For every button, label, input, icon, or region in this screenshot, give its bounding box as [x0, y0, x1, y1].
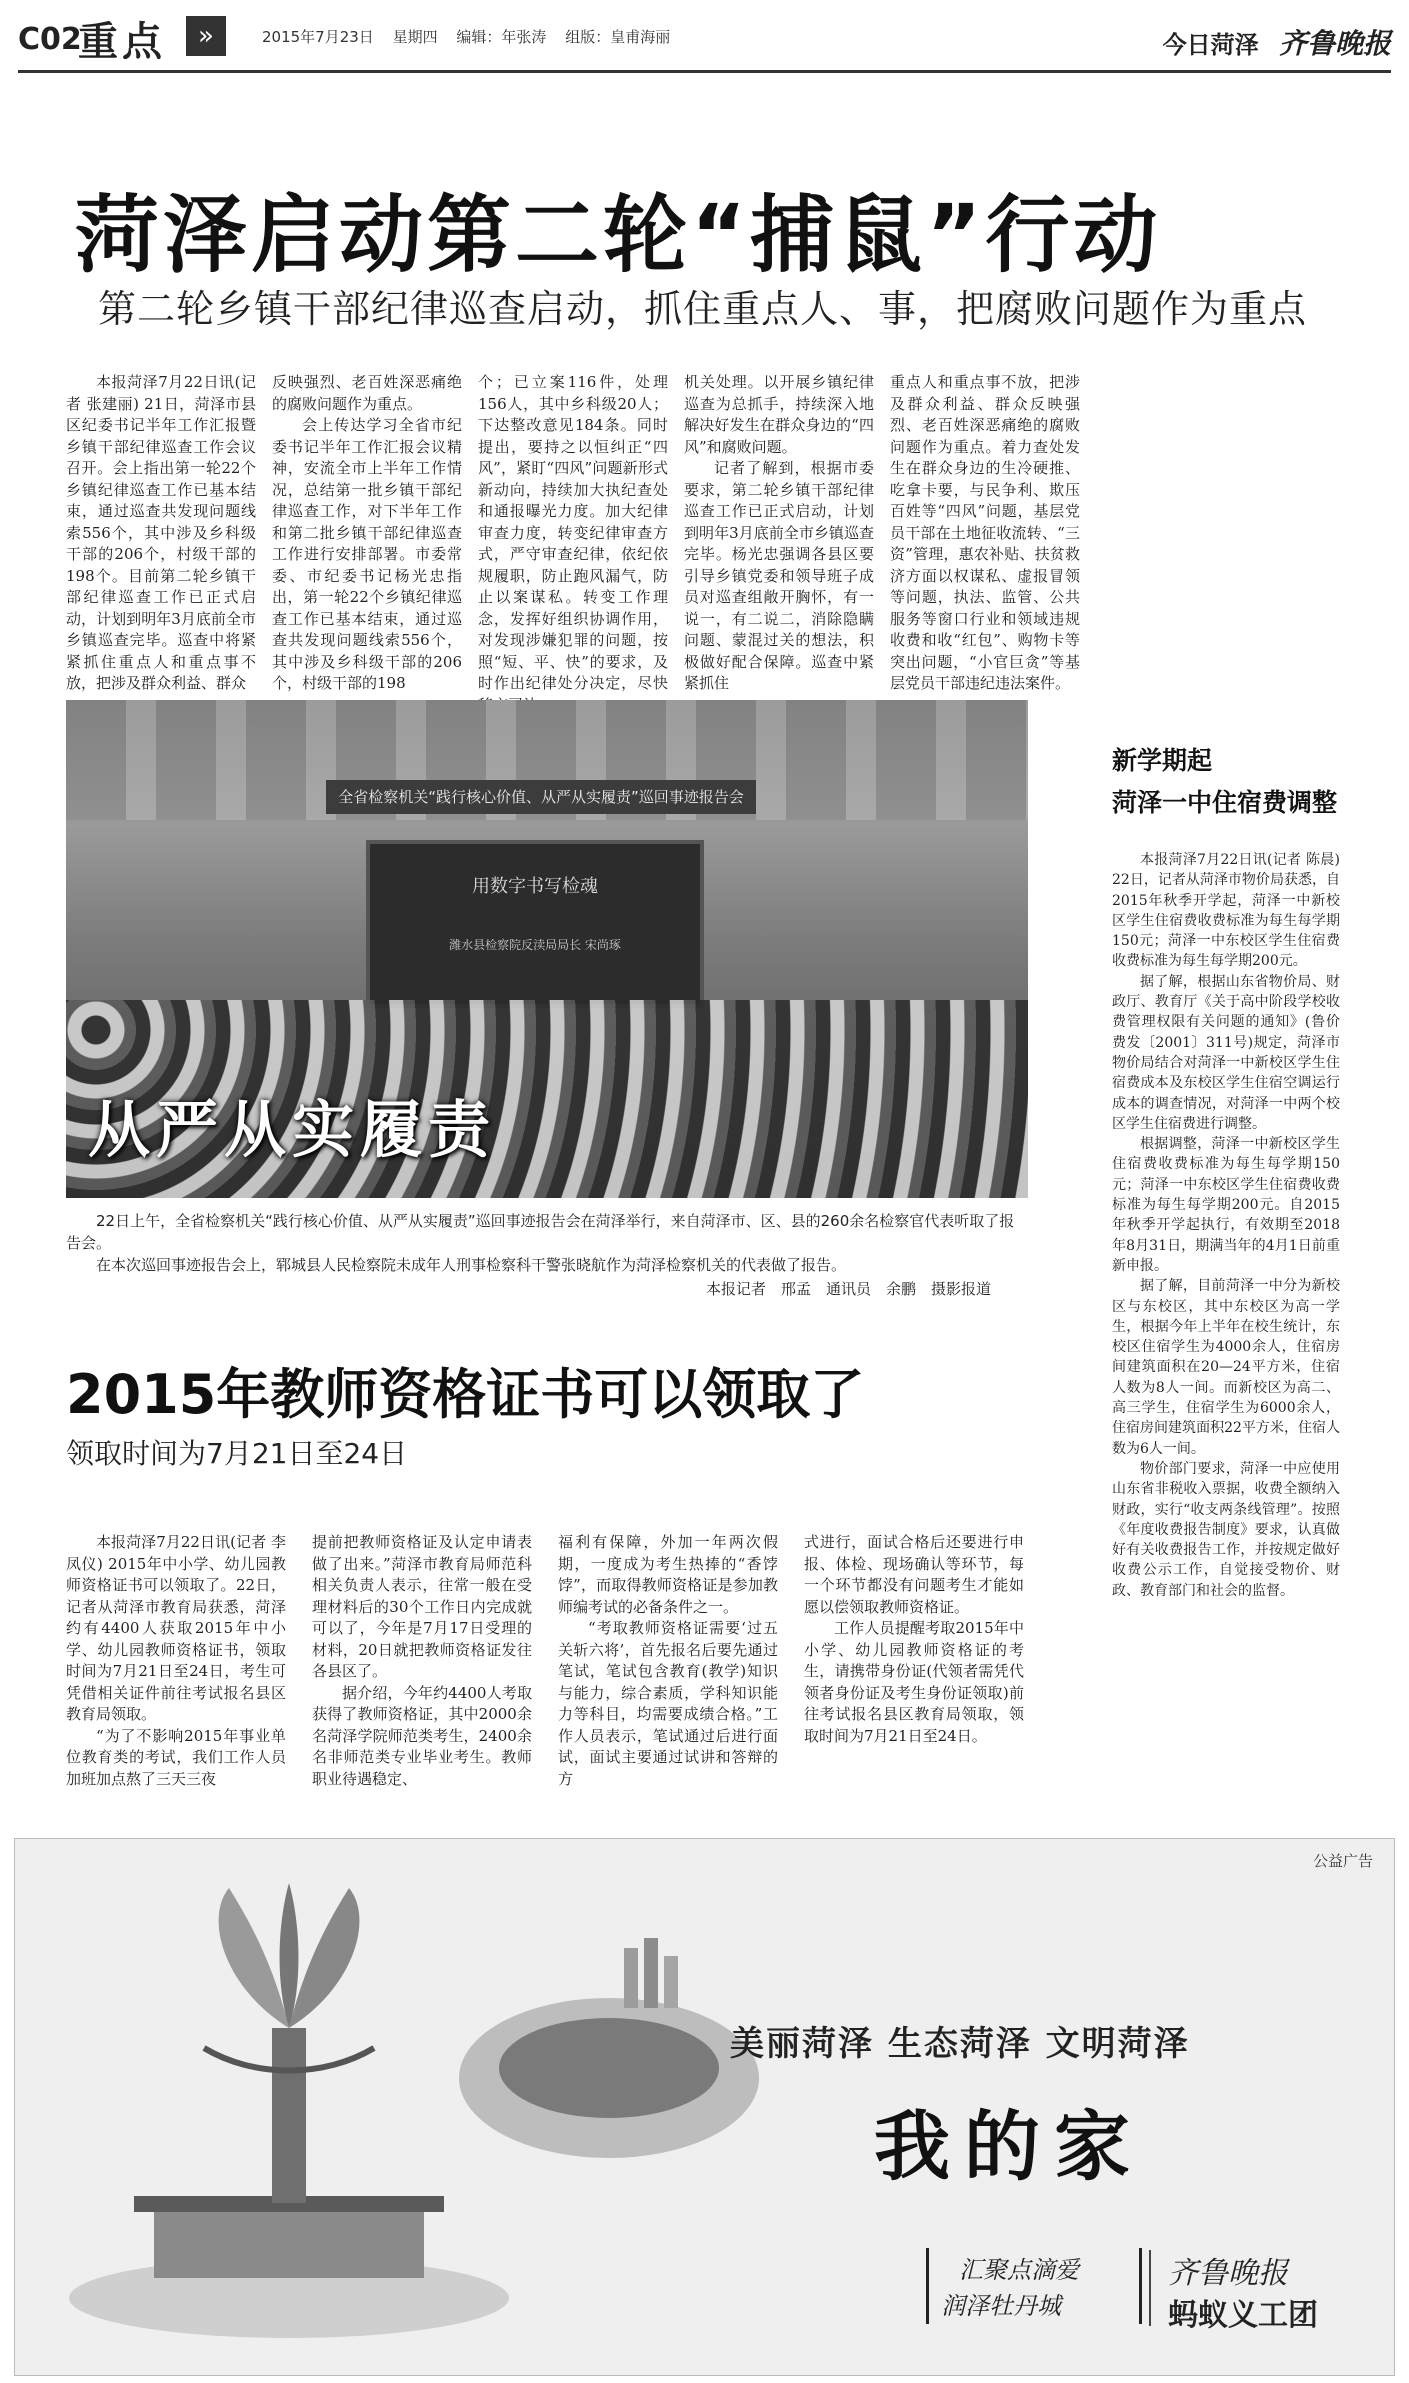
story2-paragraph: “为了不影响2015年事业单位教育类的考试，我们工作人员加班加点熬了三天三夜 [66, 1726, 286, 1788]
story1-headline: 菏泽启动第二轮“捕鼠”行动 [75, 186, 1162, 284]
story2-paragraph: 据介绍，今年约4400人考取获得了教师资格证，其中2000余名菏泽学院师范类考生，2400余名非师范类专业毕业考生。教师职业待遇稳定、 [312, 1683, 532, 1788]
photo-screen-title: 用数字书写检魂 [472, 876, 598, 897]
story1-paragraph: 记者了解到，根据市委要求，第二轮乡镇干部纪律巡查工作已正式启动，计划到明年3月底前全市乡镇巡查完毕。杨光忠强调各县区要引导乡镇党委和领导班子成员对巡查组敞开胸怀，有一说一，有二说二，消除隐瞒问题、蒙混过关的想法，积极做好配合保障。巡查中紧紧抓住 [684, 459, 874, 692]
public-service-ad [14, 1838, 1395, 2376]
story2-column-2 [312, 1532, 532, 1817]
issue-weekday: 星期四 [392, 28, 438, 46]
story2-paragraph: 工作人员提醒考取2015年中小学、幼儿园教师资格证的考生，请携带身份证(代领者需凭代领者身份证及考生身份证领取)前往考试报名县区教育局领取，领取时间为7月21日至24日。 [804, 1619, 1024, 1745]
ad-skyline-3 [664, 1956, 678, 2008]
story2-paragraph: “考取教师资格证需要‘过五关斩六将’，首先报名后要先通过笔试，笔试包含教育(教学)知识与能力，综合素质，学科知识能力等科目，均需要成绩合格。”工作人员表示，笔试通过后进行面试，面试主要通过试讲和答辩的方 [558, 1619, 778, 1788]
story3-paragraph: 本报菏泽7月22日讯(记者 陈晨) 22日，记者从菏泽市物价局获悉，自2015年秋季开学起，菏泽一中新校区学生住宿费收费标准为每生每学期150元；菏泽一中东校区学生住宿费收费标准为每生每学期200元。 [1112, 852, 1340, 970]
story3-paragraph: 物价部门要求，菏泽一中应使用山东省非税收入票据，收费全额纳入财政，实行“收支两条线管理”。按照《年度收费报告制度》要求，认真做好有关收费报告工作，并按规定做好收费公示工作，自觉接受物价、财政、教育部门和社会的监督。 [1112, 1460, 1340, 1599]
ad-building [154, 2208, 424, 2278]
ad-island [499, 2018, 719, 2118]
story3-paragraph: 据了解，目前菏泽一中分为新校区与东校区，其中东校区为高一学生，根据今年上半年在校生统计，东校区住宿学生为4000余人，住宿房间建筑面积在20—24平方米，住宿人数为8人一间。而新校区为高二、高三学生，住宿学生为6000余人，住宿房间建筑面积22平方米，住宿人数为6人一间。 [1112, 1278, 1340, 1457]
ad-monument-pillar [272, 2028, 306, 2203]
story2-headline: 2015年教师资格证书可以领取了 [66, 1363, 865, 1426]
story2-paragraph: 式进行，面试合格后还要进行申报、体检、现场确认等环节，每一个环节都没有问题考生才能如愿以偿领取教师资格证。 [804, 1533, 1024, 1616]
ad-skyline-1 [624, 1948, 638, 2008]
ad-landscape-illustration [444, 1928, 774, 2188]
ad-title: 我的家 [874, 2102, 1144, 2191]
story1-subheadline: 第二轮乡镇干部纪律巡查启动，抓住重点人、事，把腐败问题作为重点 [98, 287, 1308, 331]
paper-logo: 齐鲁晚报 [1278, 27, 1391, 60]
header-divider [18, 70, 1391, 73]
chevron-right-icon: » [186, 16, 226, 56]
story1-paragraph: 重点人和重点事不放，把涉及群众利益、群众反映强烈、老百姓深恶痛绝的腐败问题作为重点。着力查处发生在群众身边的生冷硬推、吃拿卡要，与民争利、欺压百姓等“四风”问题，基层党员干部在土地征收流转、“三资”管理，惠农补贴、扶贫救济方面以权谋私、虚报冒领等问题，执法、监管、公共服务等窗口行业和领域违规收费和收“红包”、购物卡等突出问题，“小官巨贪”等基层党员干部违纪违法案件。 [890, 373, 1080, 692]
story1-column-2 [272, 372, 462, 692]
story1-paragraph: 会上传达学习全省市纪委书记半年工作汇报会议精神，安流全市上半年工作情况，总结第一批乡镇干部纪律巡查工作，对下半年工作和第二批乡镇干部纪律巡查工作进行安排部署。市委常委、市纪委书记杨光忠指出，第一轮22个乡镇纪律巡查工作已基本结束，通过巡查共发现问题线索556个，其中涉及乡科级干部的206个，村级干部的198 [272, 416, 462, 692]
photo-screen-subtitle: 潍水县检察院反渎局局长 宋尚琢 [449, 938, 621, 952]
issue-info [262, 26, 684, 47]
story2-column-3 [558, 1532, 778, 1817]
photo-credit: 本报记者 邢孟 通讯员 余鹏 摄影报道 [706, 1280, 992, 1298]
story3-headline-line1: 新学期起 [1112, 746, 1213, 775]
photo-caption [66, 1210, 1028, 1276]
story1-column-4 [684, 372, 874, 692]
caption-paragraph: 22日上午，全省检察机关“践行核心价值、从严从实履责”巡回事迹报告会在菏泽举行，来自菏泽市、区、县的260余名检察官代表听取了报告会。 [66, 1212, 1015, 1252]
page-number: C02 [18, 22, 82, 57]
story2-subheadline: 领取时间为7月21日至24日 [66, 1437, 408, 1470]
section-tag [78, 10, 238, 64]
story1-paragraph: 本报菏泽7月22日讯(记者 张建丽) 21日，菏泽市县区纪委书记半年工作汇报暨乡镇干部纪律巡查工作会议召开。会上指出第一轮22个乡镇纪律巡查工作已基本结束，通过巡查共发现问题线索556个，其中涉及乡科级干部的206个，村级干部的198个。目前第二轮乡镇干部纪律巡查工作已正式启动，计划到明年3月底前全市乡镇巡查完毕。巡查中将紧紧抓住重点人和重点事不放，把涉及群众利益、群众 [66, 373, 256, 692]
story1-column-5 [890, 372, 1080, 692]
ad-calligraphy-seal [926, 2248, 1142, 2324]
section-label: 重点 [78, 19, 166, 65]
story2-paragraph: 本报菏泽7月22日讯(记者 李凤仪) 2015年中小学、幼儿园教师资格证书可以领取了。22日，记者从菏泽市教育局获悉，菏泽约有4400人获取2015年中小学、幼儿园教师资格证书，领取时间为7月21日至24日，考生可凭借相关证件前往考试报名县区教育局领取。 [66, 1533, 286, 1723]
story3-headline [1112, 740, 1337, 824]
ad-divider [1149, 2250, 1151, 2326]
story3-paragraph: 根据调整，菏泽一中新校区学生住宿费收费标准为每生每学期150元；菏泽一中东校区学生住宿费收费标准为每生每学期200元。自2015年秋季开学起执行，有效期至2018年8月31日，期满当年的4月1日前重新申报。 [1112, 1136, 1340, 1274]
story1-paragraph: 反映强烈、老百姓深恶痛绝的腐败问题作为重点。 [272, 373, 462, 413]
story2-paragraph: 提前把教师资格证及认定申请表做了出来。”菏泽市教育局师范科相关负责人表示，往常一般在受理材料后的30个工作日内完成就可以了，今年是7月17日受理的材料，20日就把教师资格证发往各县区了。 [312, 1533, 532, 1680]
story3-headline-line2: 菏泽一中住宿费调整 [1112, 788, 1338, 817]
story1-column-3 [478, 372, 668, 692]
issue-date: 2015年7月23日 [262, 28, 374, 46]
story2-paragraph: 福利有保障，外加一年两次假期，一度成为考生热捧的“香饽饽”，而取得教师资格证是参加教师编考试的必备条件之一。 [558, 1533, 778, 1616]
ad-skyline-2 [644, 1938, 658, 2008]
story1-paragraph: 个；已立案116件，处理156人，其中乡科级20人；下达整改意见184条。同时提出，要持之以恒纠正“四风”，紧盯“四风”问题新形式新动向，持续加大执纪查处和通报曝光力度。加大纪律审查力度，转变纪律审查方式，严守审查纪律，依纪依规履职，防止跑风漏气，防止以案谋私。转变工作理念，发挥好组织协调作用，对发现涉嫌犯罪的问题，按照“短、平、快”的要求，及时作出纪律处分决定，尽快 [478, 373, 668, 692]
story2-column-1 [66, 1532, 286, 1817]
news-photo [66, 700, 1028, 1198]
caption-paragraph: 在本次巡回事迹报告会上，郓城县人民检察院未成年人刑事检察科干警张晓航作为菏泽检察机关的代表做了报告。 [96, 1256, 847, 1274]
photo-banner: 全省检察机关“践行核心价值、从严从实履责”巡回事迹报告会 [326, 780, 756, 814]
ad-seal1-line2: 润泽牡丹城 [941, 2292, 1061, 2320]
ad-sponsor-group: 蚂蚁义工团 [1168, 2298, 1318, 2333]
story1-paragraph: 机关处理。以开展乡镇纪律巡查为总抓手，持续深入地解决好发生在群众身边的“四风”和腐败问题。 [684, 373, 874, 456]
story3-paragraph: 据了解，根据山东省物价局、财政厅、教育厅《关于高中阶段学校收费管理权限有关问题的通知》(鲁价费发〔2001〕311号)规定，菏泽市物价局结合对菏泽一中新校区学生住宿费成本及东校区学生住宿空调运行成本的调查情况，对菏泽一中两个校区学生住宿费进行调整。 [1112, 973, 1340, 1132]
story2-column-4 [804, 1532, 1024, 1817]
story1-column-1 [66, 372, 256, 692]
ad-slogan: 美丽菏泽 生态菏泽 文明菏泽 [730, 2024, 1190, 2064]
photo-overlay-title: 从严从实履责 [88, 1093, 497, 1166]
ad-peony-petal-left [219, 1888, 289, 2028]
masthead-brand [1163, 22, 1391, 62]
ad-peony-petal-right [289, 1888, 359, 2028]
ad-seal1-line1: 汇聚点滴爱 [959, 2256, 1079, 2284]
ad-sponsor-paper: 齐鲁晚报 [1168, 2256, 1288, 2291]
edition-name: 今日菏泽 [1162, 31, 1259, 59]
ad-tag: 公益广告 [1312, 1852, 1373, 1870]
editor-credit: 编辑：年张涛 [456, 28, 547, 46]
ad-sponsor-logo [1154, 2246, 1374, 2333]
story3-body [1112, 850, 1340, 1820]
layout-credit: 组版：皇甫海丽 [565, 28, 671, 46]
photo-screen [366, 840, 704, 1008]
